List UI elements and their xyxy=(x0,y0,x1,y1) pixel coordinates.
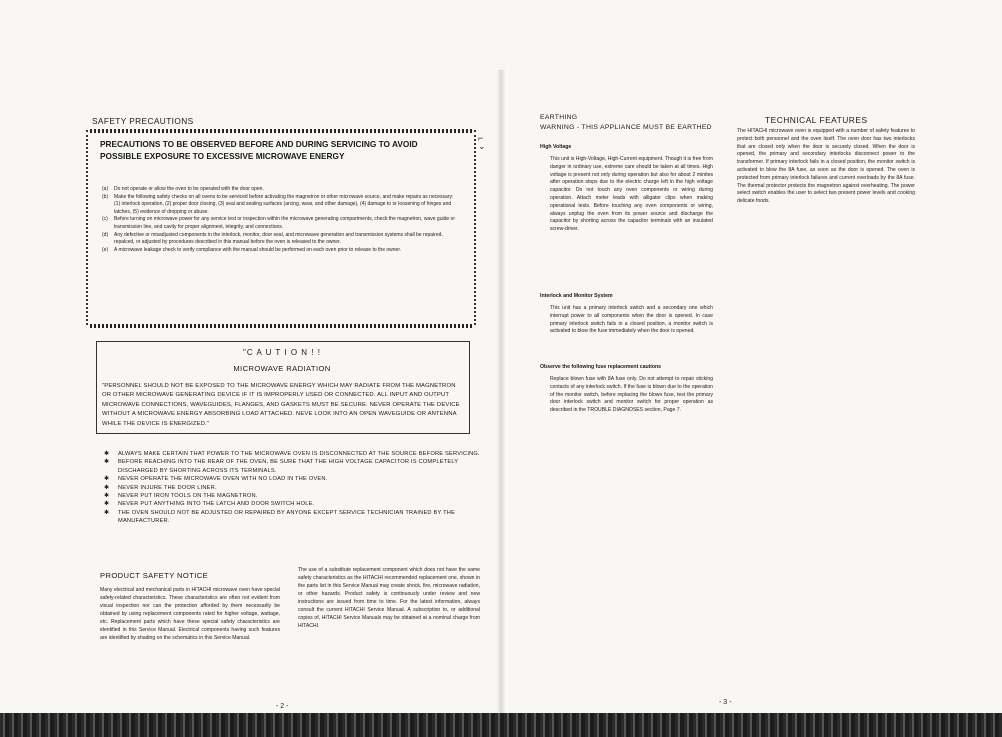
earthing-heading: EARTHING xyxy=(540,114,578,121)
servicing-warnings-list xyxy=(104,450,480,526)
product-safety-column-2: The use of a substitute replacement component which does not have the same safety characteristics as the HITACHI recommended replacement one, shown in the parts list in this Service Manual may create shock, fire, microwave radiation, or other hazards. Product safety is continuously under review and new instructions are issued from time to time. For the latest information, always consult the current HITACHI Service Manual. A subscription to, or additional copies of, HITACHI Service Manuals may be obtained at a nominal charge from HITACHI. xyxy=(298,567,480,629)
warning-item xyxy=(104,450,480,458)
precaution-label: (d) xyxy=(102,231,109,238)
warning-item xyxy=(104,458,480,475)
warning-text: NEVER PUT IRON TOOLS ON THE MAGNETRON. xyxy=(118,493,258,500)
precaution-text: Make the following safety checks on all ovens to be serviced before activating the magnetron or other microwave source, and make repairs as necessary: (1) interlock operation, (2) proper door closing, (3) seal and sealing surfaces (arcing, wear, and other damage), (4) damage to or loosening of hinges and latches, (5) evidence of dropping or abuse. xyxy=(114,193,454,215)
earthing-warning: WARNING - THIS APPLIANCE MUST BE EARTHED xyxy=(540,124,712,131)
scan-edge-strip xyxy=(0,713,1002,737)
precaution-item xyxy=(102,194,460,217)
precaution-label: (b) xyxy=(102,193,109,200)
binding-mark-icon: ⌐ ⌄ xyxy=(478,133,486,151)
interlock-text: This unit has a primary interlock switch and a secondary one which interrupt power to all components when the door is opened. In case primary interlock switch fails in a closed position, a monitor switch is activated to blow the fuse immediately when the door is opened. xyxy=(550,305,713,335)
precautions-title: PRECAUTIONS TO BE OBSERVED BEFORE AND DURING SERVICING TO AVOID POSSIBLE EXPOSURE TO EXCESSIVE MICROWAVE ENERGY xyxy=(100,139,418,161)
caution-title: "C A U T I O N ! ! xyxy=(243,348,321,357)
precautions-list xyxy=(102,186,460,254)
warning-text: THE OVEN SHOULD NOT BE ADJUSTED OR REPAIRED BY ANYONE EXCEPT SERVICE TECHNICIAN TRAINED BY THE MANUFACTURER. xyxy=(118,509,456,525)
technical-features-text: The HITACHI microwave oven is equipped with a number of safety features to protect both personnel and the oven itself. The oven door has two interlocks that are closed only when the door is securely closed. When the door is opened, the primary and secondary interlocks disconnect power to the transformer. If primary interlock fails in a closed position, the monitor switch is activated to blow the 8A fuse, as soon as the door is opened. The oven is protected from primary interlock failures and current overloads by the 8A fuse. The thermal protector protects the magnetron against overheating. The power select switch enables the user to select two present power levels and cooking delicate foods. xyxy=(737,128,915,205)
asterisk-icon: ✱ xyxy=(104,501,110,508)
warning-item xyxy=(104,500,480,508)
high-voltage-heading: High Voltage xyxy=(540,144,572,150)
precaution-label: (c) xyxy=(102,216,108,223)
precaution-text: Do not operate or allow the oven to be operated with the door open. xyxy=(114,186,264,192)
product-safety-column-1: Many electrical and mechanical parts in HITACHI microwave oven have special safety-related characteristics. These characteristics are often not evident from visual inspection nor can the protection afforded by them necessarily be obtained by using replacement components rated for higher voltage, wattage, etc. Replacement parts which have these special safety characteristics are identified in this Service Manual. Electrical components having such features are identified by shading on the schematics in this Service Manual. xyxy=(100,587,280,641)
bottom-wavy-border xyxy=(90,324,474,328)
caution-text: "PERSONNEL SHOULD NOT BE EXPOSED TO THE MICROWAVE ENERGY WHICH MAY RADIATE FROM THE MAGNETRON OR OTHER MICROWAVE GENERATING DEVICE IF IT IS IMPROPERLY USED OR CONNECTED. ALL INPUT AND OUTPUT MICROWAVE CONNECTIONS, WAVEGUIDES, FLANGES, AND GASKETS MUST BE SECURE. NEVER OPERATE THE DEVICE WITHOUT A MICROWAVE ENERGY ABSORBING LOAD ATTACHED. NEVE LOOK INTO AN OPEN WAVEGUIDE OR ANTENNA WHILE THE DEVICE IS ENERGIZED." xyxy=(102,383,460,427)
asterisk-icon: ✱ xyxy=(104,476,110,483)
warning-item xyxy=(104,475,480,483)
precaution-item xyxy=(102,186,460,194)
fuse-cautions-text: Replace blown fuse with 8A fuse only. Do not attempt to repair sticking contacts of any interlock switch. If the fuse is blown due to the operation of the monitor switch, before replacing the blown fuse, test the primary door interlock switch and monitor switch for proper operation as described in the TROUBLE DIAGNOSES section, Page 7. xyxy=(550,376,713,414)
technical-features-heading: TECHNICAL FEATURES xyxy=(765,115,868,125)
page-number-right: - 3 - xyxy=(719,699,732,706)
precaution-item xyxy=(102,216,460,231)
precaution-text: A microwave leakage check to verify compliance with the manual should be performed on each oven prior to release to the owner. xyxy=(114,246,402,253)
precaution-label: (e) xyxy=(102,246,109,253)
warning-item xyxy=(104,484,480,492)
asterisk-icon: ✱ xyxy=(104,493,110,500)
precaution-item xyxy=(102,247,460,255)
asterisk-icon: ✱ xyxy=(104,484,110,491)
caution-subtitle: MICROWAVE RADIATION xyxy=(233,364,331,373)
precaution-label: (a) xyxy=(102,186,109,192)
asterisk-icon: ✱ xyxy=(104,451,110,457)
warning-text: NEVER OPERATE THE MICROWAVE OVEN WITH NO LOAD IN THE OVEN. xyxy=(118,476,328,483)
warning-item xyxy=(104,509,480,526)
warning-text: ALWAYS MAKE CERTAIN THAT POWER TO THE MICROWAVE OVEN IS DISCONNECTED AT THE SOURCE BEFORE SERVICING. xyxy=(118,451,480,457)
safety-precautions-heading: SAFETY PRECAUTIONS xyxy=(92,116,194,126)
binding-gutter xyxy=(497,70,505,720)
warning-text: NEVER PUT ANYTHING INTO THE LATCH AND DOOR SWITCH HOLE. xyxy=(118,501,315,508)
product-safety-heading: PRODUCT SAFETY NOTICE xyxy=(100,571,209,580)
warning-text: NEVER INJURE THE DOOR LINER. xyxy=(118,484,217,491)
asterisk-icon: ✱ xyxy=(104,509,110,516)
interlock-heading: Interlock and Monitor System xyxy=(540,293,613,299)
precaution-text: Any defective or misadjusted components in the interlock, monitor, door seal, and microwave generation and transmission systems shall be repaired, repalced, or adjusted by procedures described in this manual before the oven is released to the owner. xyxy=(114,231,443,246)
warning-text: BEFORE REACHING INTO THE REAR OF THE OVEN, BE SURE THAT THE HIGH VOLTAGE CAPACITOR IS COMPLETELY DISCHARGED BY SHORTING ACROSS ITS TERMINALS. xyxy=(118,459,459,474)
precaution-text: Before turning on microwave power for any service test or inspection within the microwave generating compartments, check the magnetron, wave guide or transmission line, and cavity for proper alignment, integrity, and connections. xyxy=(114,216,456,230)
asterisk-icon: ✱ xyxy=(104,459,110,466)
warning-item xyxy=(104,492,480,500)
high-voltage-text: This unit is High-Voltage, High-Current equipment. Though it is free from danger in ordinary use, extreme care should be taken at all times. High voltage is present not only during operation but also for about 2 minites after operation stops due to the electric charge left in the high voltage capacitor. Do not touch any oven components or wiring during operation. Attach meter leads with alligator clips when making operational tests. Before touching any oven components or wiring, always unplug the oven from its power source and discharge the capacitor by shorting across the capacitor terminals with an insulated screw-driver. xyxy=(550,156,713,233)
fuse-cautions-heading: Observe the following fuse replacement cautions xyxy=(540,364,662,370)
precaution-item xyxy=(102,232,460,247)
page-number-left: - 2 - xyxy=(276,703,289,710)
